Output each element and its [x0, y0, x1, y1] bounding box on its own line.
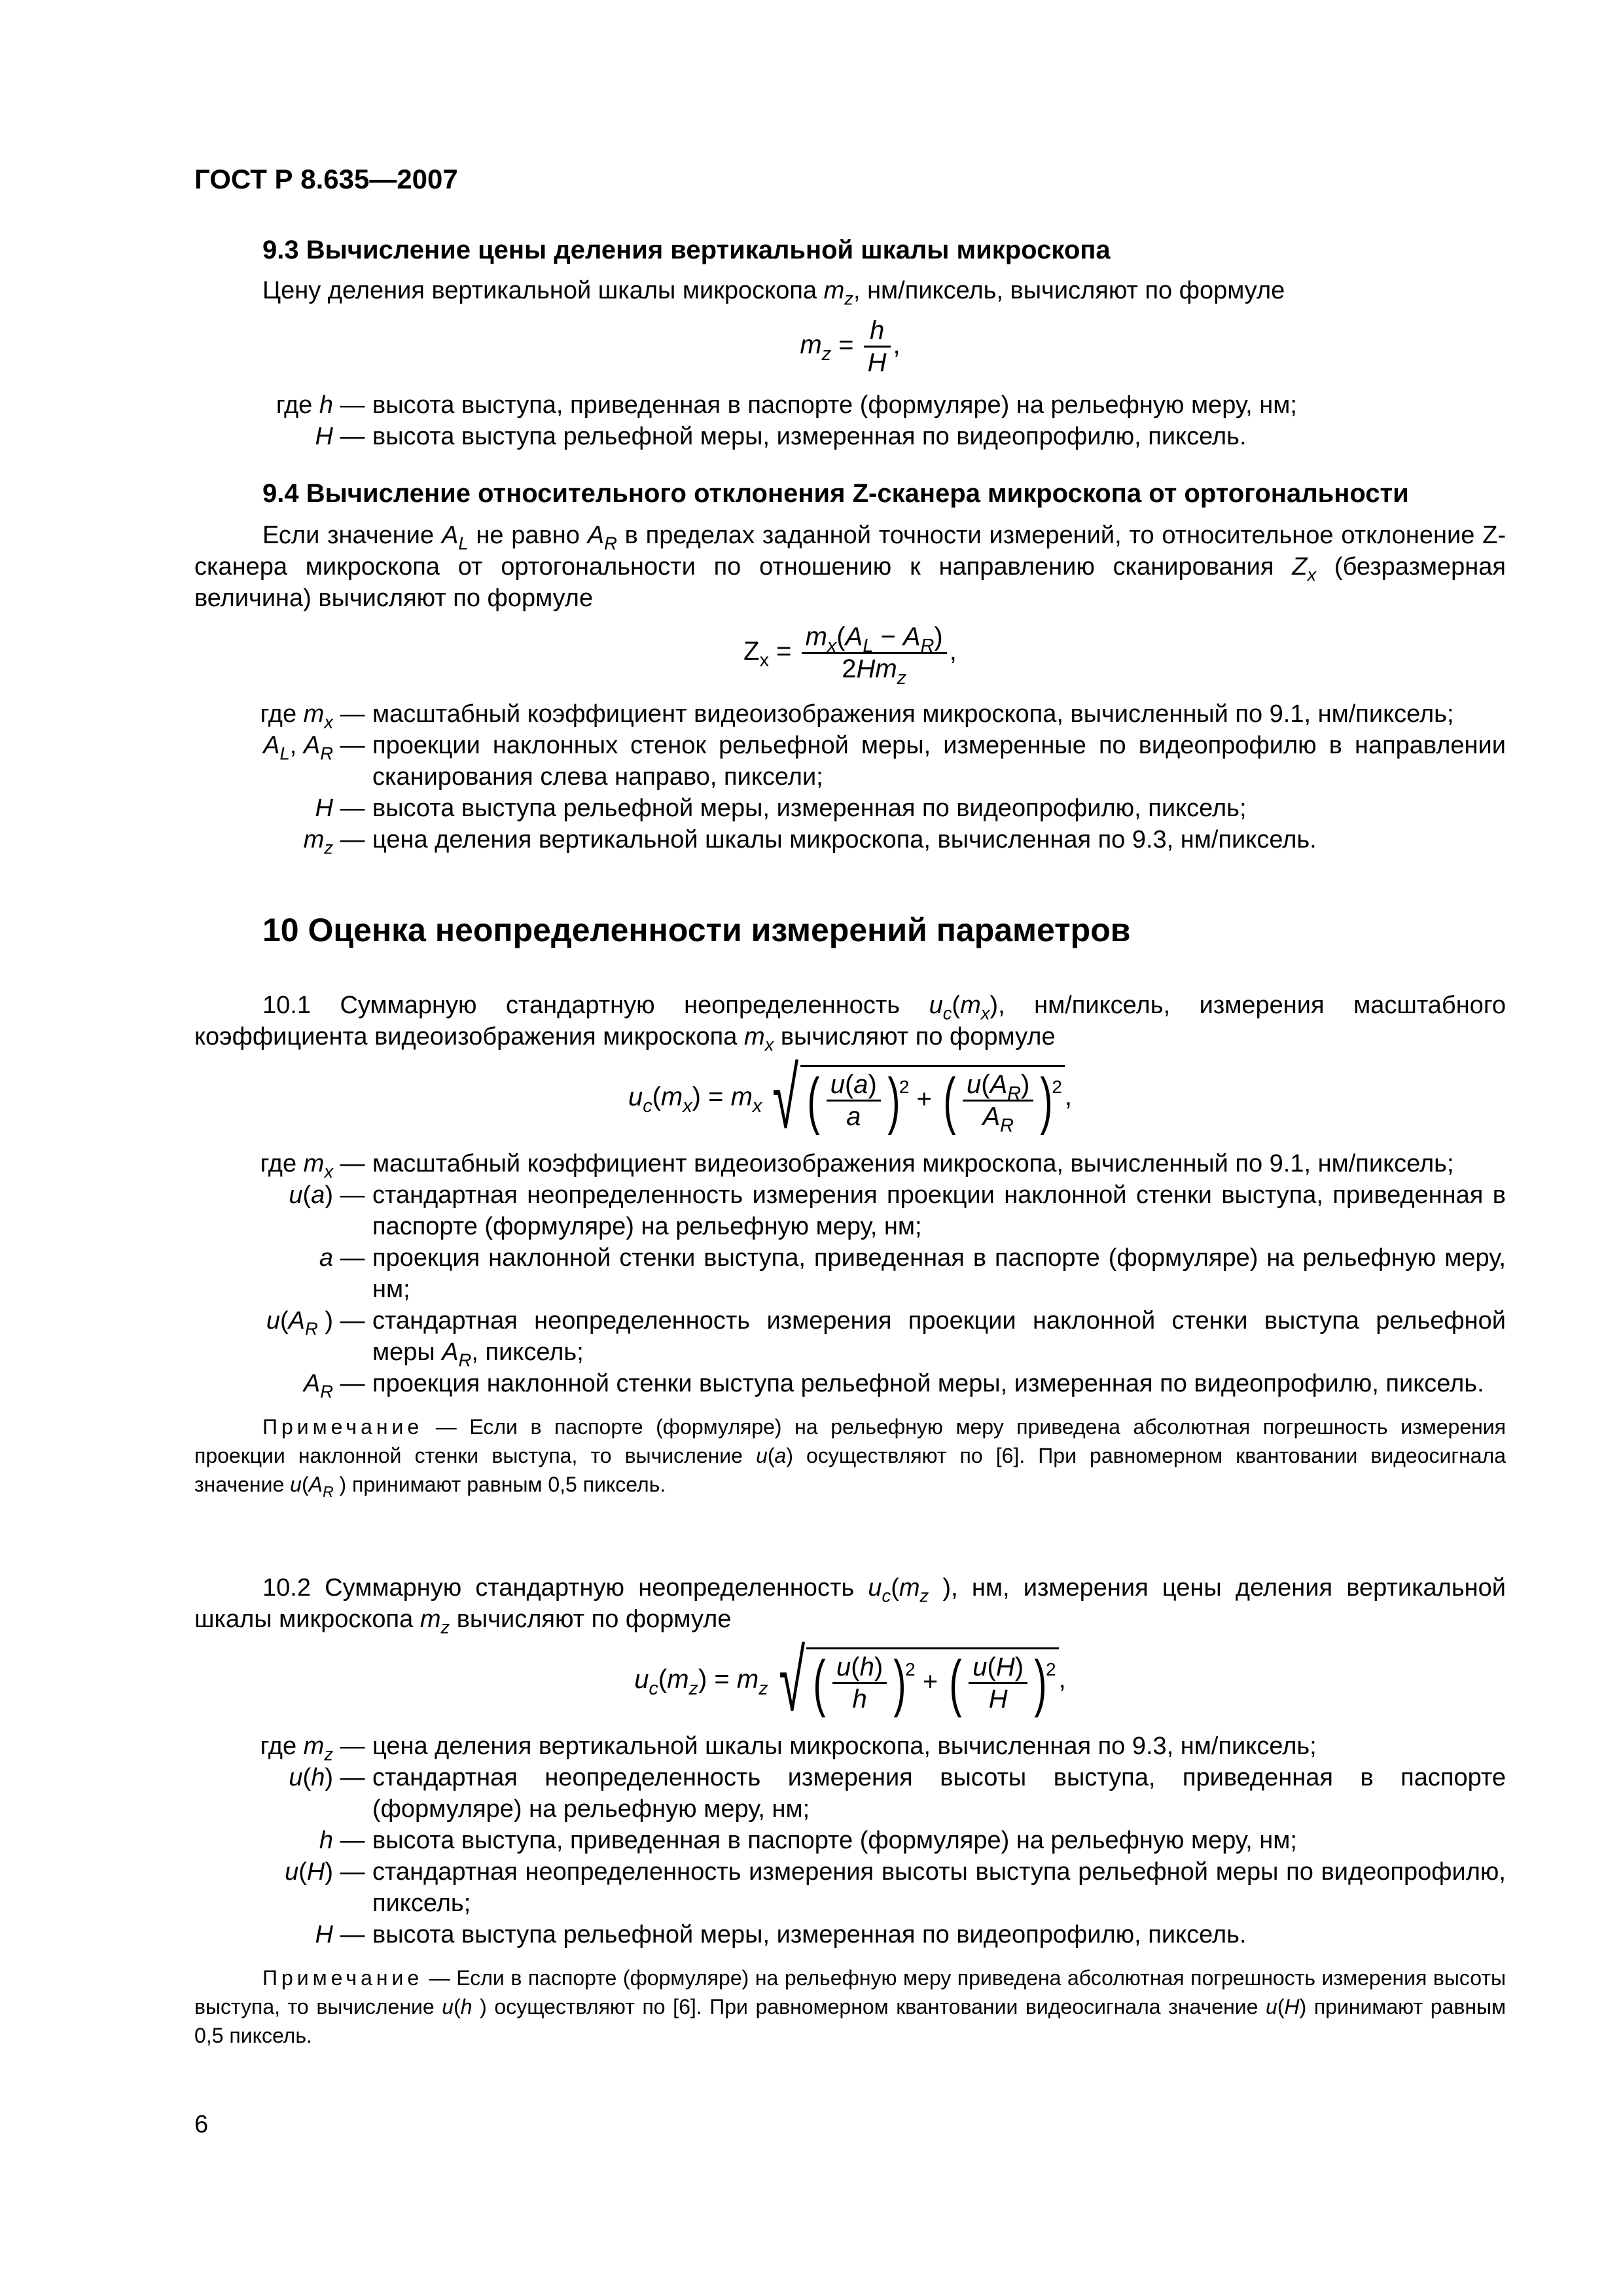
definitions-list: [194, 1148, 1506, 1402]
definitions-list: [194, 1731, 1506, 1950]
definitions-list: [194, 389, 1506, 452]
section-10-1: [194, 990, 1506, 1499]
note: Примечание — Если в паспорте (формуляре) на рельефную меру приведена абсолютная погрешность измерения высоты выступа, то вычисление u(h ) осуществляют по [6]. При равномерном квантовании видеосигнала значение u(H) принимают равным 0,5 пиксель.: [194, 1966, 1507, 2047]
definitions-list: [194, 698, 1506, 858]
formula-uc-mz: $u_c(m_z) = m_z$ √ ( $\frac{u(h)}{h}$ )2 + ( $\frac{u(H)}{H}$ )2 ,: [634, 1632, 1066, 1729]
page-number: 6: [194, 2111, 209, 2138]
paragraph: Цену деления вертикальной шкалы микроскопа $m_z$, нм/пиксель, вычисляют по формуле: [262, 277, 1285, 309]
definition-row: $A_L$, $A_R$ — проекции наклонных стенок рельефной меры, измеренные по видеопрофилю в направлении сканирования слева направо, пиксели;: [263, 732, 1506, 791]
definition-row: H — высота выступа рельефной меры, измеренная по видеопрофилю, пиксель.: [315, 423, 1247, 450]
section-heading: 9.3 Вычисление цены деления вертикальной шкалы микроскопа: [262, 236, 1111, 264]
definition-row: $A_R$ — проекция наклонной стенки выступа рельефной меры, измеренная по видеопрофилю, пиксель.: [303, 1370, 1484, 1402]
definition-row: где $m_x$ — масштабный коэффициент видеоизображения микроскопа, вычисленный по 9.1, нм/пиксель;: [260, 1150, 1454, 1182]
definition-row: u(H) — стандартная неопределенность измерения высоты выступа рельефной меры по видеопрофилю, пиксель;: [285, 1858, 1506, 1917]
definition-row: где $m_x$ — масштабный коэффициент видеоизображения микроскопа, вычисленный по 9.1, нм/пиксель;: [260, 700, 1454, 732]
section-9-3: [194, 233, 1506, 452]
paragraph: 10.2 Суммарную стандартную неопределенность $u_c(m_z$ ), нм, измерения цены деления вертикальной шкалы микроскопа $m_z$ вычисляют по формуле: [194, 1574, 1506, 1638]
definition-row: u(h) — стандартная неопределенность измерения высоты выступа, приведенная в паспорте (формуляре) на рельефную меру, нм;: [289, 1764, 1506, 1823]
paragraph: 10.1 Суммарную стандартную неопределенность $u_c(m_x)$, нм/пиксель, измерения масштабного коэффициента видеоизображения микроскопа $m_x$ вычисляют по формуле: [194, 992, 1506, 1055]
formula-zx: $Z_x$ = $\frac{m_x(A_L - A_R)}{2Hm_z}$ ,: [743, 622, 957, 689]
formula-uc-mx: $u_c(m_x) = m_x$ √ ( $\frac{u(a)}{a}$ )2 + ( $\frac{u(A_R)}{A_R}$ )2 ,: [628, 1050, 1073, 1146]
section-9-4: [194, 476, 1507, 858]
definition-row: u(a) — стандартная неопределенность измерения проекции наклонной стенки выступа, приведенная в паспорте (формуляре) на рельефную меру, нм;: [289, 1181, 1506, 1240]
chapter-heading: 10 Оценка неопределенности измерений параметров: [262, 912, 1131, 948]
document-number: ГОСТ Р 8.635—2007: [194, 164, 458, 194]
definition-row: $u(A_R$ ) — стандартная неопределенность измерения проекции наклонной стенки выступа рельефной меры $A_R$, пиксель;: [266, 1307, 1506, 1371]
definition-row: где $m_z$ — цена деления вертикальной шкалы микроскопа, вычисленная по 9.3, нм/пиксель;: [260, 1732, 1317, 1765]
paragraph: Если значение $A_L$ не равно $A_R$ в пределах заданной точности измерений, то относительное отклонение Z-сканера микроскопа от ортогональности по отношению к направлению сканирования $Z_x$ (безразмерная величина) вычисляют по формуле: [194, 522, 1507, 612]
definition-row: a — проекция наклонной стенки выступа, приведенная в паспорте (формуляре) на рельефную меру, нм;: [319, 1244, 1506, 1303]
note: Примечание — Если в паспорте (формуляре) на рельефную меру приведена абсолютная погрешность измерения проекции наклонной стенки выступа, то вычисление u(a) осуществляют по [6]. При равномерном квантовании видеосигнала значение $u(A_R$ ) принимают равным 0,5 пиксель.: [194, 1415, 1507, 1501]
section-10: [194, 910, 1506, 950]
definition-row: H — высота выступа рельефной меры, измеренная по видеопрофилю, пиксель;: [315, 795, 1247, 822]
definition-row: h — высота выступа, приведенная в паспорте (формуляре) на рельефную меру, нм;: [319, 1827, 1297, 1854]
definition-row: $m_z$ — цена деления вертикальной шкалы микроскопа, вычисленная по 9.3, нм/пиксель.: [303, 826, 1317, 858]
definition-row: где h — высота выступа, приведенная в паспорте (формуляре) на рельефную меру, нм;: [276, 391, 1297, 419]
section-heading: 9.4 Вычисление относительного отклонения Z-сканера микроскопа от ортогональности: [262, 479, 1409, 508]
section-10-2: [194, 1572, 1506, 2050]
formula-mz: $m_z$ = $\frac{h}{H}$ ,: [800, 316, 901, 377]
definition-row: H — высота выступа рельефной меры, измеренная по видеопрофилю, пиксель.: [315, 1921, 1247, 1948]
